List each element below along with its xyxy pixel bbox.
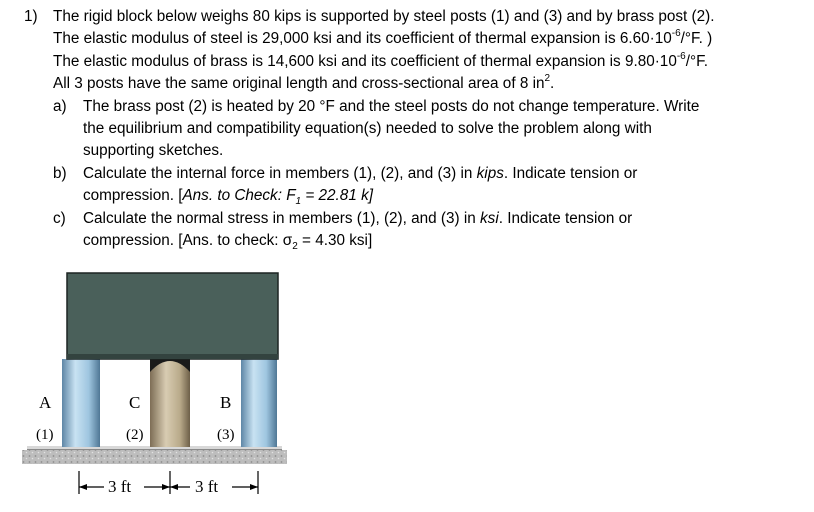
part-b: b) Calculate the internal force in members (1), (2), and (3) in kips. Indicate tension or compression. [Ans. to Check: $F_1 = 22.81$ k]: [53, 164, 638, 208]
arrow-2-left: [170, 484, 178, 490]
ground: [22, 450, 287, 464]
dimension-label-2: 3 ft: [195, 477, 219, 496]
part-c-label: c): [53, 209, 66, 227]
figure-drawing: [22, 262, 287, 507]
dimension-label-1: 3 ft: [108, 477, 132, 496]
problem-statement: [24, 6, 804, 252]
part-b-label: b): [53, 164, 67, 182]
intro-line-1: 1) The rigid block below weighs 80 kips is supported by steel posts (1) and (3) and by brass post (2).: [24, 6, 804, 28]
steel-post-1: [62, 359, 100, 447]
problem-number: 1): [24, 8, 38, 25]
post-label-c: C: [129, 393, 141, 412]
rigid-block: [67, 273, 278, 359]
arrow-1-right: [162, 484, 170, 490]
intro-line-3: The elastic modulus of brass is 14,600 ksi and its coefficient of thermal expansion is $9.80\cdot 10^{-6}/^\circ F$.: [53, 50, 708, 70]
steel-post-3: [241, 359, 277, 447]
posts-figure: [22, 262, 287, 507]
intro-line-4: All 3 posts have the same original length and cross-sectional area of 8 $in^2$.: [53, 73, 555, 93]
rigid-block-shade: [67, 354, 278, 359]
member-label-3: (3): [217, 427, 235, 443]
brass-post-2: [150, 359, 190, 447]
arrow-1-left: [79, 484, 87, 490]
part-c: c) Calculate the normal stress in members (1), (2), and (3) in ksi. Indicate tension or compression. [Ans. to check: $\sigma_2 = 4.30$ ksi]: [53, 209, 633, 253]
part-a: a) The brass post (2) is heated by 20 °F and the steel posts do not change temperature. Write the equilibrium and compatibility equation(s) needed to solve the problem along with supporting sketches.: [53, 97, 700, 160]
member-label-1: (1): [36, 427, 54, 443]
post-label-b: B: [220, 393, 232, 412]
arrow-2-right: [250, 484, 258, 490]
post-label-a: A: [39, 393, 52, 412]
intro-line-2: The elastic modulus of steel is 29,000 ksi and its coefficient of thermal expansion is $6.60\cdot 10^{-6}/^\circ F$. ): [53, 28, 713, 48]
member-label-2: (2): [126, 427, 144, 443]
part-a-label: a): [53, 97, 67, 115]
